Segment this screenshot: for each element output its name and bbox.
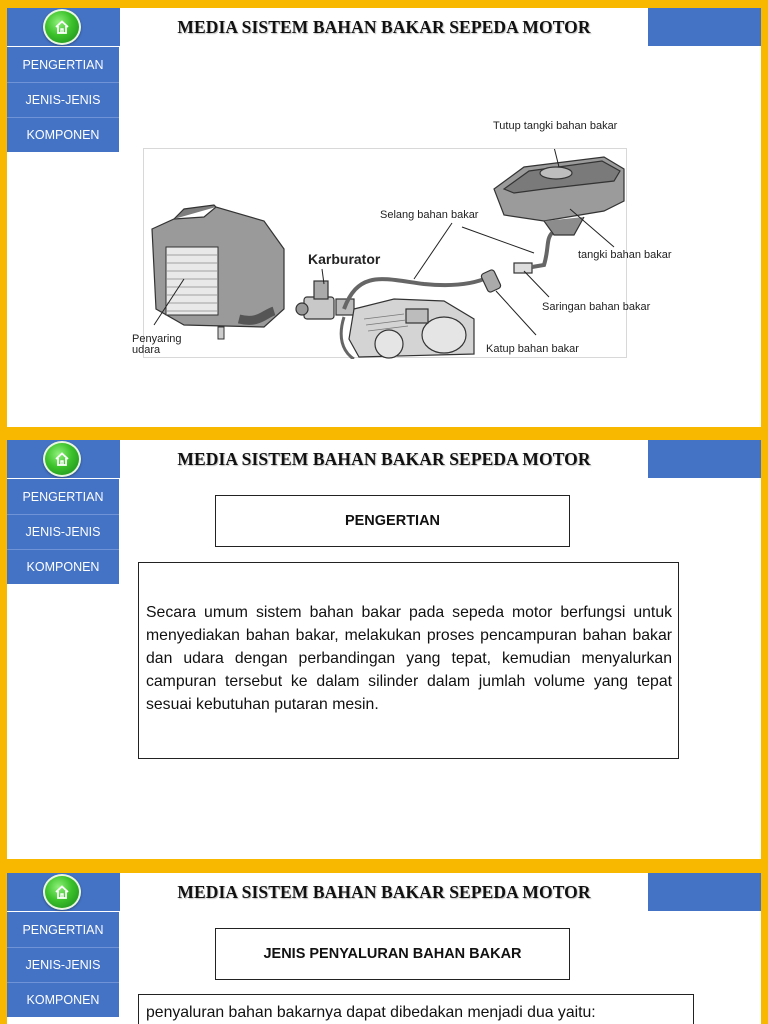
page-title: MEDIA SISTEM BAHAN BAKAR SEPEDA MOTOR bbox=[120, 8, 648, 46]
nav-jenis-jenis[interactable]: JENIS-JENIS bbox=[7, 947, 119, 982]
home-box bbox=[7, 873, 120, 911]
slide-3 bbox=[0, 865, 768, 1024]
nav-komponen[interactable]: KOMPONEN bbox=[7, 982, 119, 1017]
section-heading: PENGERTIAN bbox=[215, 495, 570, 547]
nav-pengertian[interactable]: PENGERTIAN bbox=[7, 47, 119, 82]
label-tutup-tangki: Tutup tangki bahan bakar bbox=[493, 120, 618, 132]
label-udara: udara bbox=[132, 344, 161, 356]
home-button[interactable] bbox=[43, 441, 81, 477]
label-penyaring: Penyaring bbox=[132, 333, 182, 345]
types-box bbox=[138, 994, 694, 1024]
nav-pengertian[interactable]: PENGERTIAN bbox=[7, 479, 119, 514]
nav-komponen[interactable]: KOMPONEN bbox=[7, 117, 119, 152]
page-title: MEDIA SISTEM BAHAN BAKAR SEPEDA MOTOR bbox=[120, 440, 648, 478]
slide-3-content bbox=[7, 873, 761, 1024]
nav-komponen[interactable]: KOMPONEN bbox=[7, 549, 119, 584]
header-right-box bbox=[648, 440, 761, 478]
side-nav bbox=[7, 47, 119, 152]
slide-header bbox=[7, 873, 761, 911]
fuel-system-diagram bbox=[132, 148, 672, 358]
header-right-box bbox=[648, 8, 761, 46]
label-katup: Katup bahan bakar bbox=[486, 343, 579, 355]
side-nav bbox=[7, 479, 119, 584]
home-box bbox=[7, 8, 120, 46]
slide-2-content bbox=[7, 440, 761, 859]
slide-1 bbox=[0, 0, 768, 435]
home-button[interactable] bbox=[43, 874, 81, 910]
side-nav bbox=[7, 912, 119, 1017]
slide-header bbox=[7, 8, 761, 46]
slide-2 bbox=[0, 432, 768, 867]
home-box bbox=[7, 440, 120, 478]
header-right-box bbox=[648, 873, 761, 911]
label-selang: Selang bahan bakar bbox=[380, 209, 479, 221]
nav-jenis-jenis[interactable]: JENIS-JENIS bbox=[7, 514, 119, 549]
definition-box bbox=[138, 562, 679, 759]
home-icon bbox=[54, 451, 70, 467]
home-icon bbox=[54, 884, 70, 900]
nav-jenis-jenis[interactable]: JENIS-JENIS bbox=[7, 82, 119, 117]
label-tangki: tangki bahan bakar bbox=[578, 249, 672, 261]
page-title: MEDIA SISTEM BAHAN BAKAR SEPEDA MOTOR bbox=[120, 873, 648, 911]
definition-text: Secara umum sistem bahan bakar pada sepeda motor berfungsi untuk menyediakan bahan bakar, melakukan proses pencampuran bahan bakar dan udara dengan perbandingan yang tepat, kemudian menyalurkan campuran tersebut ke dalam silinder dalam jumlah volume yang tepat sesuai kebutuhan putaran mesin. bbox=[146, 604, 672, 713]
label-saringan: Saringan bahan bakar bbox=[542, 301, 651, 313]
home-icon bbox=[54, 19, 70, 35]
label-karburator: Karburator bbox=[308, 251, 381, 267]
nav-pengertian[interactable]: PENGERTIAN bbox=[7, 912, 119, 947]
types-intro-text: penyaluran bahan bakarnya dapat dibedakan menjadi dua yaitu: bbox=[146, 1004, 596, 1021]
home-button[interactable] bbox=[43, 9, 81, 45]
section-heading: JENIS PENYALURAN BAHAN BAKAR bbox=[215, 928, 570, 980]
fuel-system-illustration bbox=[144, 149, 628, 359]
slide-1-content bbox=[7, 8, 761, 427]
slide-header bbox=[7, 440, 761, 478]
